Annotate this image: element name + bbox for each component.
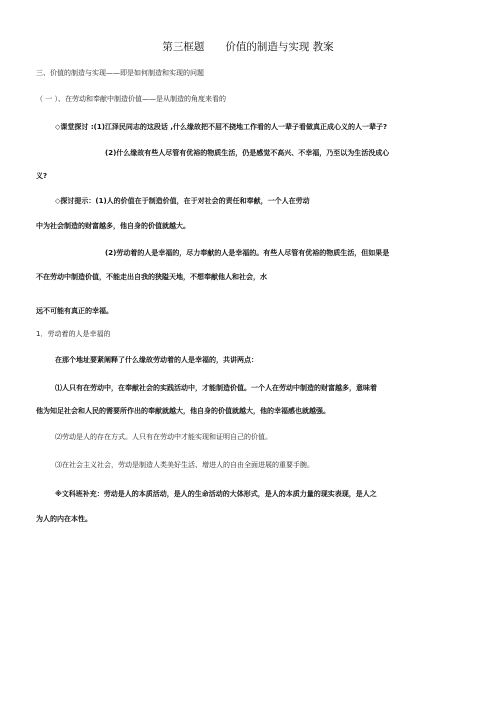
- point-1-line-2: 他为知足社会和人民的需要所作出的奉献就越大，他自身的价值就越大，他的幸福感也就越强。: [36, 407, 330, 415]
- subsection-heading: （ 一 ）、在劳动和奉献中制造价值——是从制造的角度来看的: [36, 95, 226, 103]
- point-3: ⑶在社会主义社会，劳动是制造人类美好生活、增进人的自由全面进展的重要手腕。: [55, 461, 314, 469]
- supplement-line-2: 为人的内在本性。: [36, 515, 92, 523]
- point-2: ⑵劳动是人的存在方式。人只有在劳动中才能实现和证明自己的价值。: [55, 433, 272, 441]
- point-1-line-1: ⑴人只有在劳动中，在奉献社会的实践活动中，才能制造价值。一个人在劳动中制造的财富越多，意味着: [55, 384, 377, 392]
- discussion-question-2-cont: 义?: [36, 172, 48, 180]
- hint2-line-3: 远不可能有真正的幸福。: [36, 307, 113, 315]
- point-heading-1: 1．劳动着的人是幸福的: [36, 330, 111, 338]
- page-title: 第三框题 价值的制造与实现 教案: [162, 41, 334, 53]
- hint2-line-1: (2)劳动着的人是幸福的，尽力奉献的人是幸福的。有些人尽管有优裕的物质生活，但如果是: [105, 249, 390, 257]
- hint-line-2: 中为社会制造的财富越多，他自身的价值就越大。: [36, 222, 190, 230]
- hint2-line-2: 不在劳动中制造价值，不能走出自我的狭隘天地，不想奉献他人和社会，水: [36, 273, 267, 281]
- discussion-question-2: (2)什么缘故有些人尽管有优裕的物质生活，仍是感觉不高兴、不幸福，乃至以为生活没成心: [105, 149, 390, 157]
- section-heading: 三、价值的制造与实现——即是如何制造和实现的问题: [36, 69, 204, 77]
- supplement-line-1: ※文科班补充：劳动是人的本质活动，是人的生命活动的大体形式，是人的本质力量的现实表现，是人之: [55, 490, 377, 498]
- hint-line-1: ◇探讨提示：(1)人的价值在于制造价值，在于对社会的责任和奉献，一个人在劳动: [55, 197, 310, 205]
- paragraph-intro: 在那个地址要紧阐释了什么缘故劳动着的人是幸福的，共讲两点：: [55, 356, 258, 364]
- discussion-question-1: ◇课堂探讨 :(1)江泽民同志的这段话 ,什么缘故把不屈不挠地工作看的人一辈子看做真正成心义的人一辈子?: [55, 123, 388, 131]
